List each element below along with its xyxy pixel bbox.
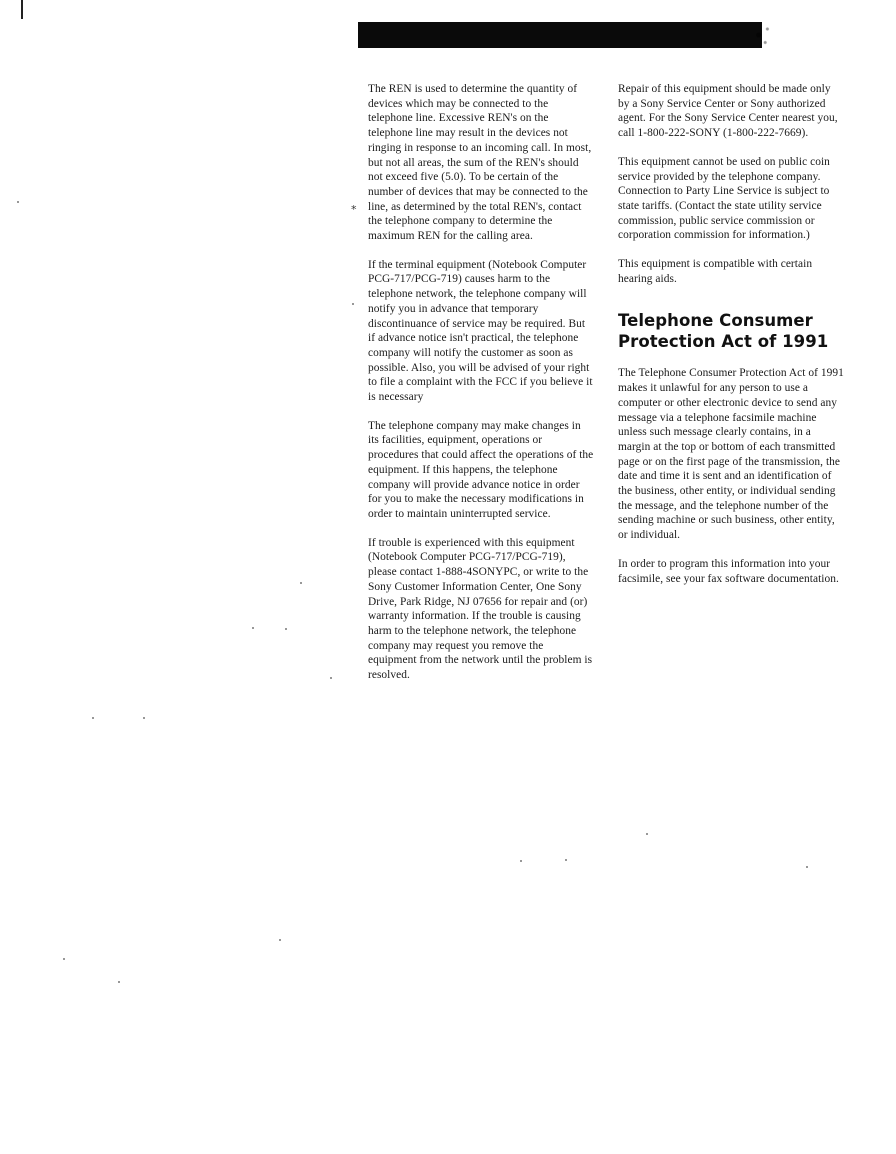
fax-programming-paragraph: In order to program this information into your facsimile, see your fax software documentation. (618, 557, 839, 585)
right-column (618, 82, 844, 600)
margin-asterisk: * (351, 203, 357, 216)
repair-paragraph: Repair of this equipment should be made only by a Sony Service Center or Sony authorized agent. For the Sony Service Center nearest you, call 1-800-222-SONY (1-800-222-7669). (618, 83, 838, 140)
scan-speck (279, 939, 281, 941)
scan-speck (352, 303, 354, 305)
facility-changes-paragraph: The telephone company may make changes in its facilities, equipment, operations or procedures that could affect the operations of the equipment. If this happens, the telephone company will provide advance notice in order for you to make the necessary modifications in order to maintain uninterrupted service. (368, 419, 594, 520)
scan-speck (63, 958, 65, 960)
tcpa-paragraph: The Telephone Consumer Protection Act of 1991 makes it unlawful for any person to use a computer or other electronic device to send any message via a telephone facsimile machine unless such message clearly contains, in a margin at the top or bottom of each transmitted page or on the first page of the transmission, the date and time it is sent and an identification of the business, other entity, or individual sending the message, and the telephone number of the sending machine or such business, other entity, or individual. (618, 367, 844, 542)
scan-speck (285, 628, 287, 630)
scan-speck (300, 582, 302, 584)
hearing-aids-paragraph: This equipment is compatible with certain hearing aids. (618, 258, 813, 285)
scan-speck (143, 717, 145, 719)
scan-speck (92, 717, 94, 719)
margin-mark (21, 0, 23, 19)
scan-speck (646, 833, 648, 835)
scan-speck (252, 627, 254, 629)
ren-paragraph: The REN is used to determine the quantity of devices which may be connected to the telephone line. Excessive REN's on the telephone line may result in the devices not ringing in response to an incoming call. In most, but not all areas, the sum of the REN's should not exceed five (5.0). To be certain of the number of devices that may be connected to the line, as determined by the total REN's, contact the telephone company to determine the maximum REN for the calling area. (368, 83, 592, 243)
scan-speck (565, 859, 567, 861)
network-harm-paragraph: If the terminal equipment (Notebook Computer PCG-717/PCG-719) causes harm to the telephone network, the telephone company will notify you in advance that temporary discontinuance of service may be required. But if advance notice isn't practical, the telephone company will notify the customer as soon as possible. Also, you will be advised of your right to file a complaint with the FCC if you believe it is necessary (368, 258, 593, 404)
coin-service-paragraph: This equipment cannot be used on public coin service provided by the telephone company. Connection to Party Line Service is subject to state tariffs. (Contact the state utility service commission, public service commission or corporation commission for information.) (618, 155, 830, 242)
scan-speck (17, 201, 19, 203)
header-bar (358, 22, 762, 48)
left-column (368, 82, 594, 697)
scan-speck (520, 860, 522, 862)
scan-speck (330, 677, 332, 679)
trouble-contact-paragraph: If trouble is experienced with this equipment (Notebook Computer PCG-717/PCG-719), please contact 1-888-4SONYPC, or write to the Sony Customer Information Center, One Sony Drive, Park Ridge, NJ 07656 for repair and (or) warranty information. If the trouble is causing harm to the telephone network, the telephone company may request you remove the equipment from the network until the problem is resolved. (368, 536, 593, 682)
scan-speck (118, 981, 120, 983)
header-scan-noise (752, 20, 774, 50)
section-heading: Telephone Consumer Protection Act of 1991 (618, 311, 829, 352)
scan-speck (806, 866, 808, 868)
